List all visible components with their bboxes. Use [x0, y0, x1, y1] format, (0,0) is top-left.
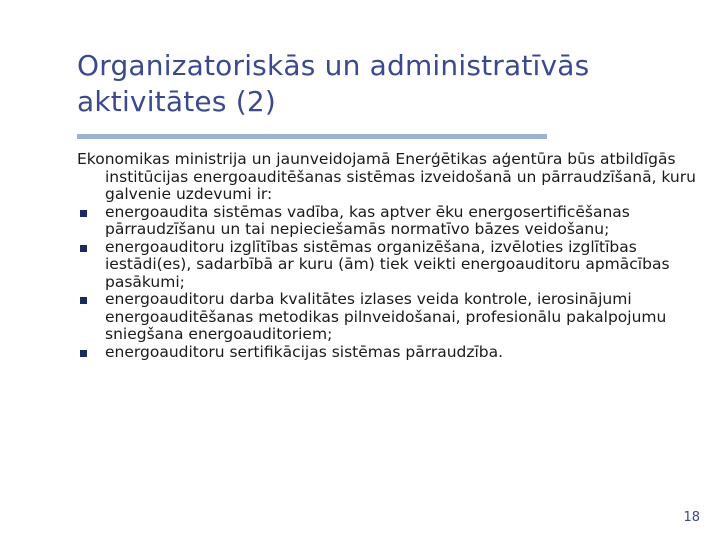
list-item: [77, 239, 707, 292]
square-bullet-icon: [80, 245, 87, 252]
bullet-text: energoaudita sistēmas vadība, kas aptver ēku energosertificēšanas pārraudzīšanu un tai nepieciešamās normatīvo bāzes veidošanu;: [105, 202, 630, 238]
title-line-2: aktivitātes (2): [77, 85, 276, 118]
bullet-text: energoauditoru darba kvalitātes izlases veida kontrole, ierosinājumi energoauditēšanas metodikas pilnveidošanai, profesionālu pakalpojumu sniegšana energoauditoriem;: [105, 290, 667, 343]
bullet-text: energoauditoru sertifikācijas sistēmas pārraudzība.: [105, 342, 504, 361]
bullet-list: [77, 204, 707, 362]
list-item: [77, 204, 707, 239]
list-item: [77, 344, 707, 362]
page-number: 18: [683, 510, 700, 525]
bullet-text: energoauditoru izglītības sistēmas organizēšana, izvēloties izglītības iestādi(es), sadarbībā ar kuru (ām) tiek veikti energoauditoru apmācības pasākumi;: [105, 237, 670, 291]
square-bullet-icon: [80, 210, 87, 217]
title-line-1: Organizatoriskās un administratīvās: [77, 49, 590, 82]
square-bullet-icon: [80, 297, 87, 304]
intro-paragraph: Ekonomikas ministrija un jaunveidojamā Enerģētikas aģentūra būs atbildīgās institūcijas energoauditēšanas sistēmas izveidošanā un pārraudzīšanā, kuru galvenie uzdevumi ir:: [77, 150, 696, 203]
list-item: [77, 291, 707, 344]
slide-title: [77, 48, 697, 120]
square-bullet-icon: [80, 350, 87, 357]
title-underline-rule: [77, 134, 547, 139]
slide-body: [77, 151, 707, 361]
